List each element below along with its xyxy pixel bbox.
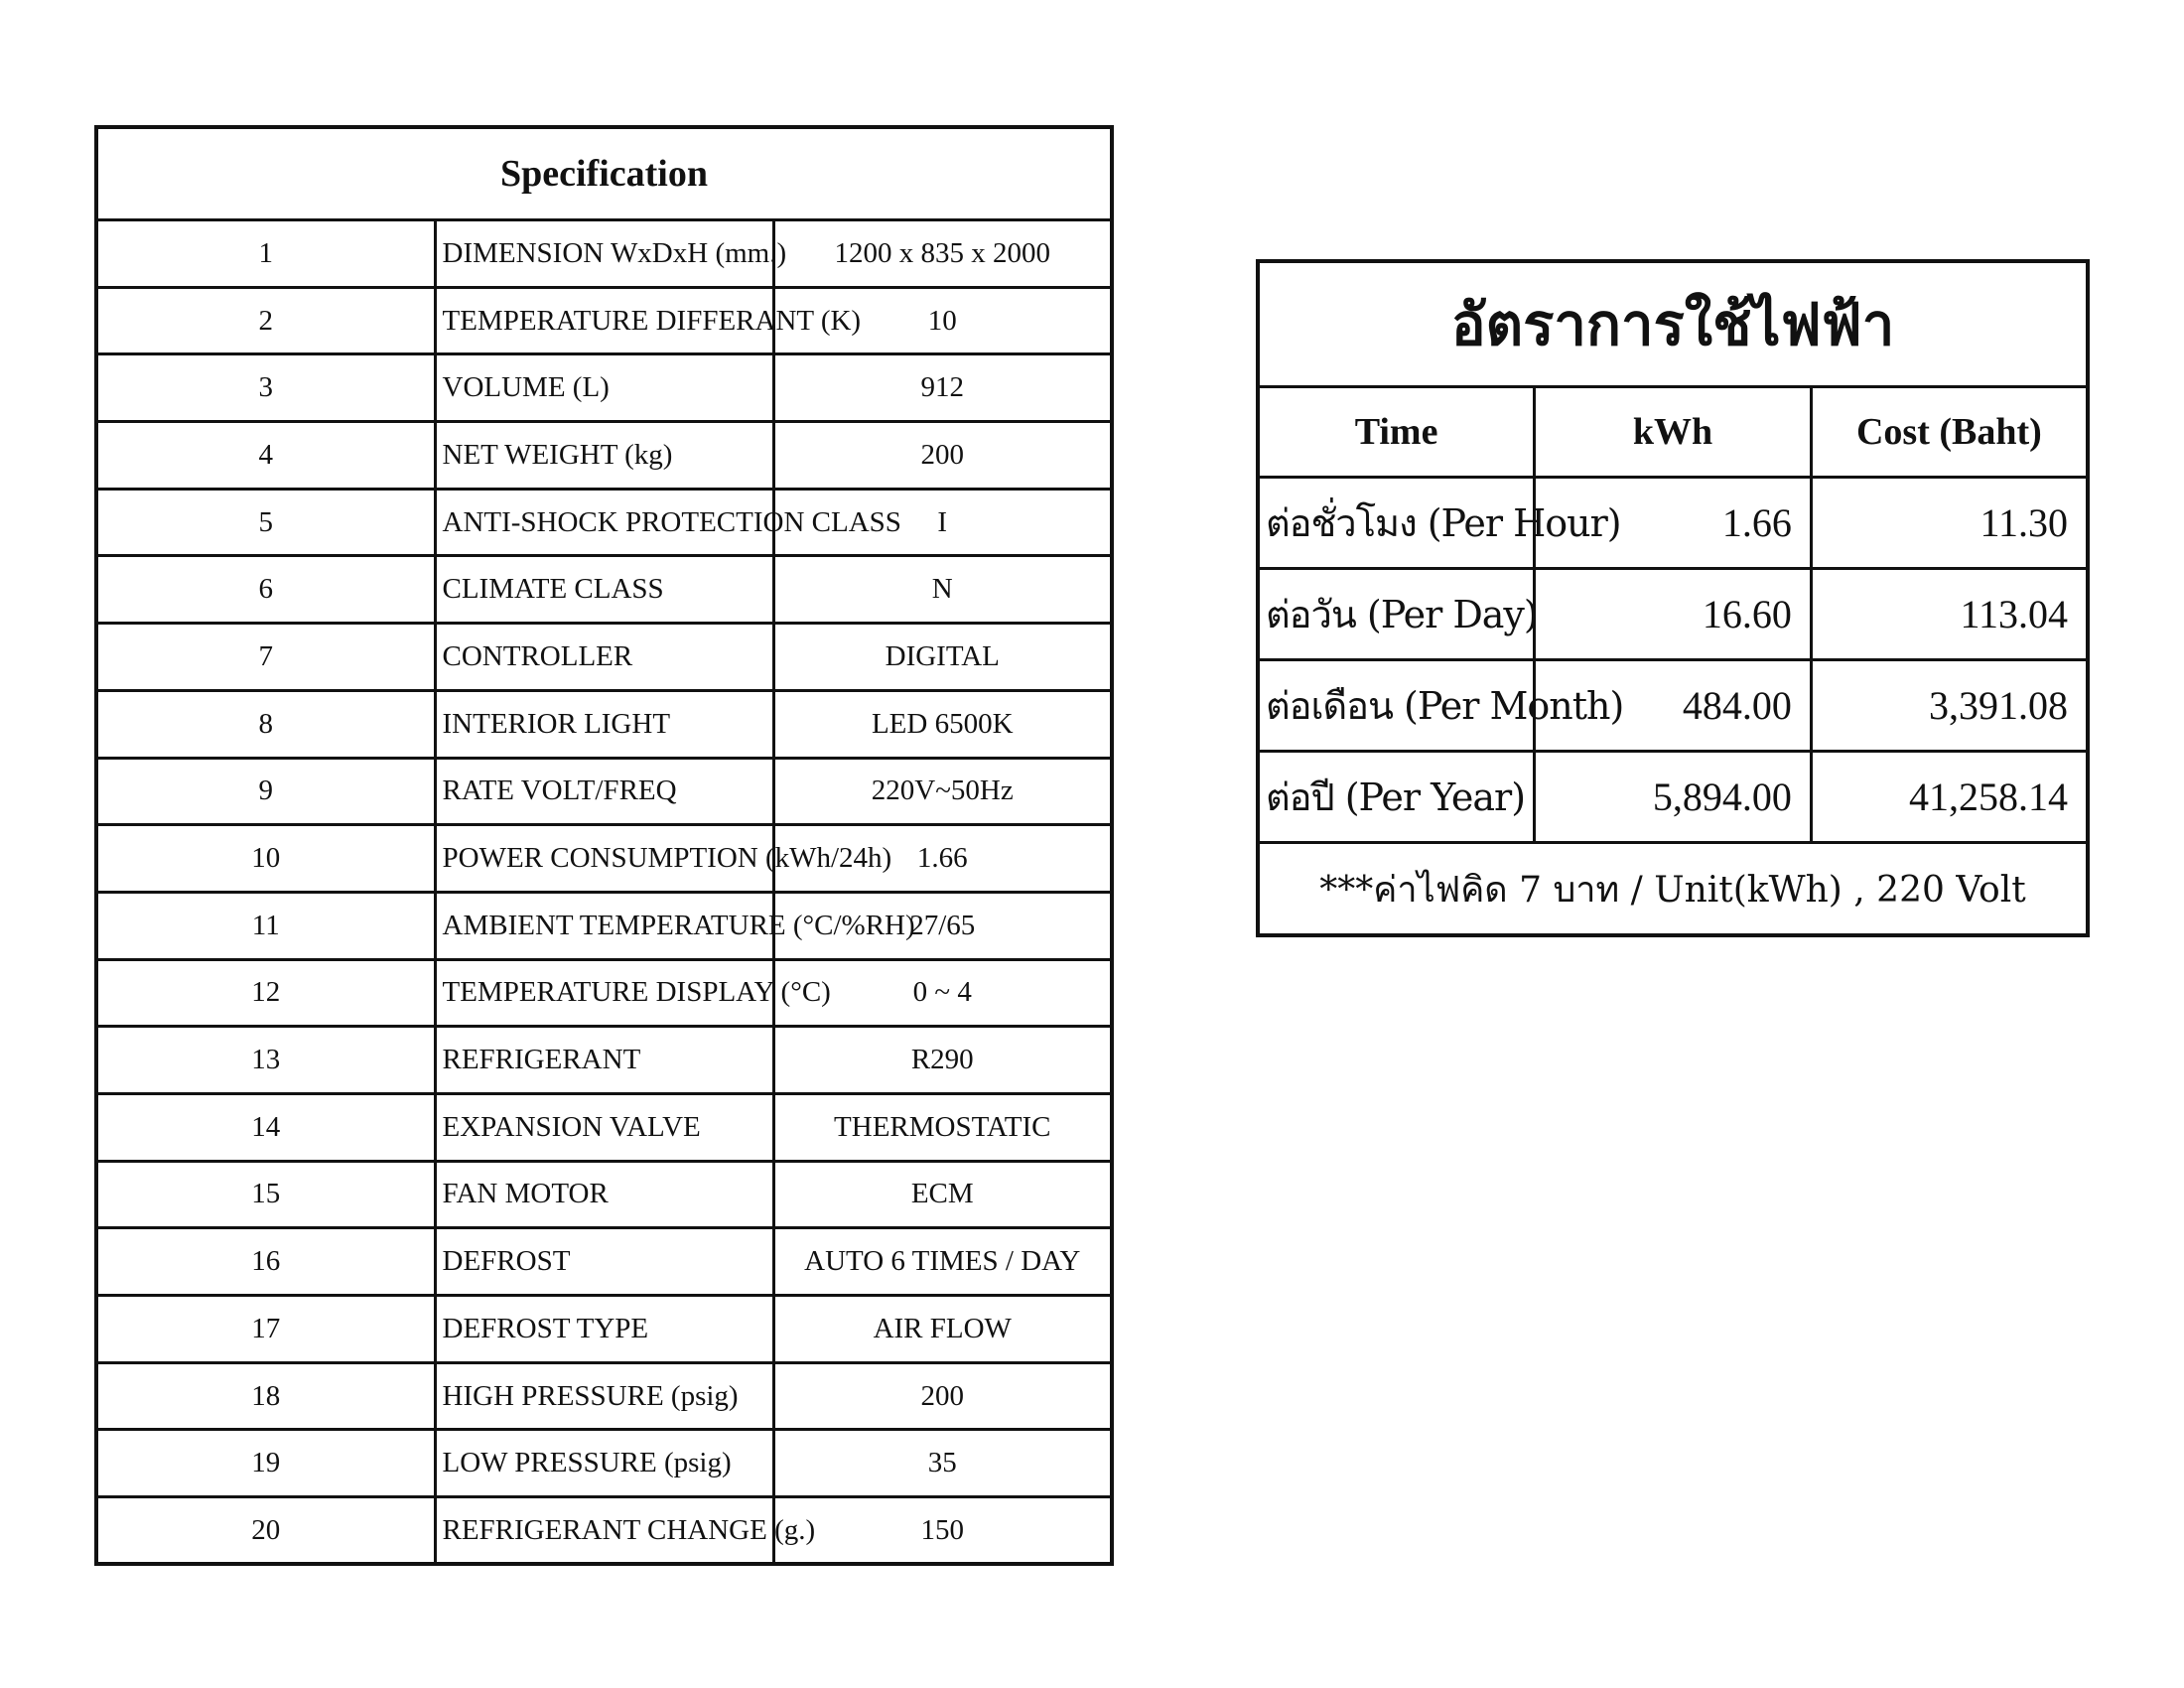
spec-row-item: ANTI-SHOCK PROTECTION CLASS: [435, 489, 773, 556]
spec-row-item: AMBIENT TEMPERATURE (°C/%RH): [435, 892, 773, 959]
spec-row: [96, 1093, 1112, 1161]
spec-row-value: 200: [773, 1362, 1112, 1430]
spec-row: [96, 220, 1112, 288]
spec-row-number: 11: [96, 892, 435, 959]
rate-row-period: ต่อวัน (Per Day): [1258, 569, 1535, 660]
spec-row-item: INTERIOR LIGHT: [435, 690, 773, 758]
specification-table: [94, 125, 1114, 1566]
spec-row: [96, 892, 1112, 959]
spec-row: [96, 1161, 1112, 1228]
spec-row: [96, 1027, 1112, 1094]
spec-row-value: AUTO 6 TIMES / DAY: [773, 1228, 1112, 1296]
spec-row-number: 17: [96, 1296, 435, 1363]
spec-row-value: R290: [773, 1027, 1112, 1094]
spec-row-number: 16: [96, 1228, 435, 1296]
rate-row-cost: 11.30: [1811, 478, 2088, 569]
rate-note: ***ค่าไฟคิด 7 บาท / Unit(kWh) , 220 Volt: [1258, 843, 2088, 936]
spec-row-value: 10: [773, 287, 1112, 354]
specification-title: Specification: [96, 127, 1112, 220]
spec-row-number: 2: [96, 287, 435, 354]
rate-row: [1258, 660, 2088, 752]
spec-row-number: 12: [96, 959, 435, 1027]
header-cost: Cost (Baht): [1811, 387, 2088, 478]
spec-row-number: 19: [96, 1430, 435, 1497]
spec-row-number: 10: [96, 825, 435, 893]
spec-row-number: 13: [96, 1027, 435, 1094]
header-time: Time: [1258, 387, 1535, 478]
spec-row-value: 220V~50Hz: [773, 758, 1112, 825]
electricity-rate-title: อัตราการใช้ไฟฟ้า: [1258, 261, 2088, 387]
spec-row-item: HIGH PRESSURE (psig): [435, 1362, 773, 1430]
spec-row: [96, 489, 1112, 556]
spec-row-item: RATE VOLT/FREQ: [435, 758, 773, 825]
specification-body: [96, 220, 1112, 1565]
spec-row: [96, 1497, 1112, 1565]
spec-row: [96, 690, 1112, 758]
spec-row: [96, 1228, 1112, 1296]
spec-row-number: 9: [96, 758, 435, 825]
spec-row-item: REFRIGERANT CHANGE (g.): [435, 1497, 773, 1565]
rate-row-kwh: 16.60: [1535, 569, 1812, 660]
spec-row-value: 1.66: [773, 825, 1112, 893]
spec-row-value: 1200 x 835 x 2000: [773, 220, 1112, 288]
spec-row-value: DIGITAL: [773, 624, 1112, 691]
spec-row-value: N: [773, 556, 1112, 624]
spec-row-item: LOW PRESSURE (psig): [435, 1430, 773, 1497]
spec-row-number: 20: [96, 1497, 435, 1565]
spec-row-value: I: [773, 489, 1112, 556]
spec-row-item: DEFROST TYPE: [435, 1296, 773, 1363]
spec-row-value: 200: [773, 422, 1112, 490]
rate-row: [1258, 752, 2088, 843]
spec-row: [96, 1430, 1112, 1497]
electricity-rate-body: [1258, 478, 2088, 843]
spec-row-value: LED 6500K: [773, 690, 1112, 758]
header-kwh: kWh: [1535, 387, 1812, 478]
spec-row-item: CLIMATE CLASS: [435, 556, 773, 624]
spec-row-item: TEMPERATURE DIFFERANT (K): [435, 287, 773, 354]
spec-row-value: ECM: [773, 1161, 1112, 1228]
spec-row: [96, 1296, 1112, 1363]
spec-row-item: REFRIGERANT: [435, 1027, 773, 1094]
rate-row-cost: 113.04: [1811, 569, 2088, 660]
spec-row-item: TEMPERATURE DISPLAY (°C): [435, 959, 773, 1027]
spec-row-value: 0 ~ 4: [773, 959, 1112, 1027]
rate-row: [1258, 569, 2088, 660]
spec-row-number: 7: [96, 624, 435, 691]
spec-row-item: DIMENSION WxDxH (mm.): [435, 220, 773, 288]
spec-row-item: CONTROLLER: [435, 624, 773, 691]
spec-row: [96, 422, 1112, 490]
spec-row-number: 15: [96, 1161, 435, 1228]
spec-row-item: DEFROST: [435, 1228, 773, 1296]
spec-row-value: 35: [773, 1430, 1112, 1497]
rate-row-kwh: 5,894.00: [1535, 752, 1812, 843]
spec-row-number: 3: [96, 354, 435, 422]
rate-row-cost: 41,258.14: [1811, 752, 2088, 843]
spec-row: [96, 825, 1112, 893]
spec-row: [96, 758, 1112, 825]
spec-row-number: 18: [96, 1362, 435, 1430]
spec-row: [96, 556, 1112, 624]
spec-row-item: EXPANSION VALVE: [435, 1093, 773, 1161]
rate-row-period: ต่อเดือน (Per Month): [1258, 660, 1535, 752]
rate-row-kwh: 1.66: [1535, 478, 1812, 569]
spec-row-value: 27/65: [773, 892, 1112, 959]
spec-row-item: POWER CONSUMPTION (kWh/24h): [435, 825, 773, 893]
spec-row-value: 150: [773, 1497, 1112, 1565]
rate-row-cost: 3,391.08: [1811, 660, 2088, 752]
rate-row-kwh: 484.00: [1535, 660, 1812, 752]
electricity-rate-table: [1256, 259, 2090, 937]
rate-row-period: ต่อชั่วโมง (Per Hour): [1258, 478, 1535, 569]
spec-row-number: 1: [96, 220, 435, 288]
spec-row: [96, 287, 1112, 354]
spec-row-item: NET WEIGHT (kg): [435, 422, 773, 490]
spec-row-value: AIR FLOW: [773, 1296, 1112, 1363]
spec-row-number: 5: [96, 489, 435, 556]
spec-row: [96, 959, 1112, 1027]
spec-row-number: 6: [96, 556, 435, 624]
rate-row-period: ต่อปี (Per Year): [1258, 752, 1535, 843]
spec-row-number: 8: [96, 690, 435, 758]
spec-row-item: VOLUME (L): [435, 354, 773, 422]
spec-row-item: FAN MOTOR: [435, 1161, 773, 1228]
spec-row-value: 912: [773, 354, 1112, 422]
spec-row: [96, 1362, 1112, 1430]
spec-row-number: 14: [96, 1093, 435, 1161]
spec-row-number: 4: [96, 422, 435, 490]
spec-row: [96, 354, 1112, 422]
rate-row: [1258, 478, 2088, 569]
spec-row: [96, 624, 1112, 691]
spec-row-value: THERMOSTATIC: [773, 1093, 1112, 1161]
